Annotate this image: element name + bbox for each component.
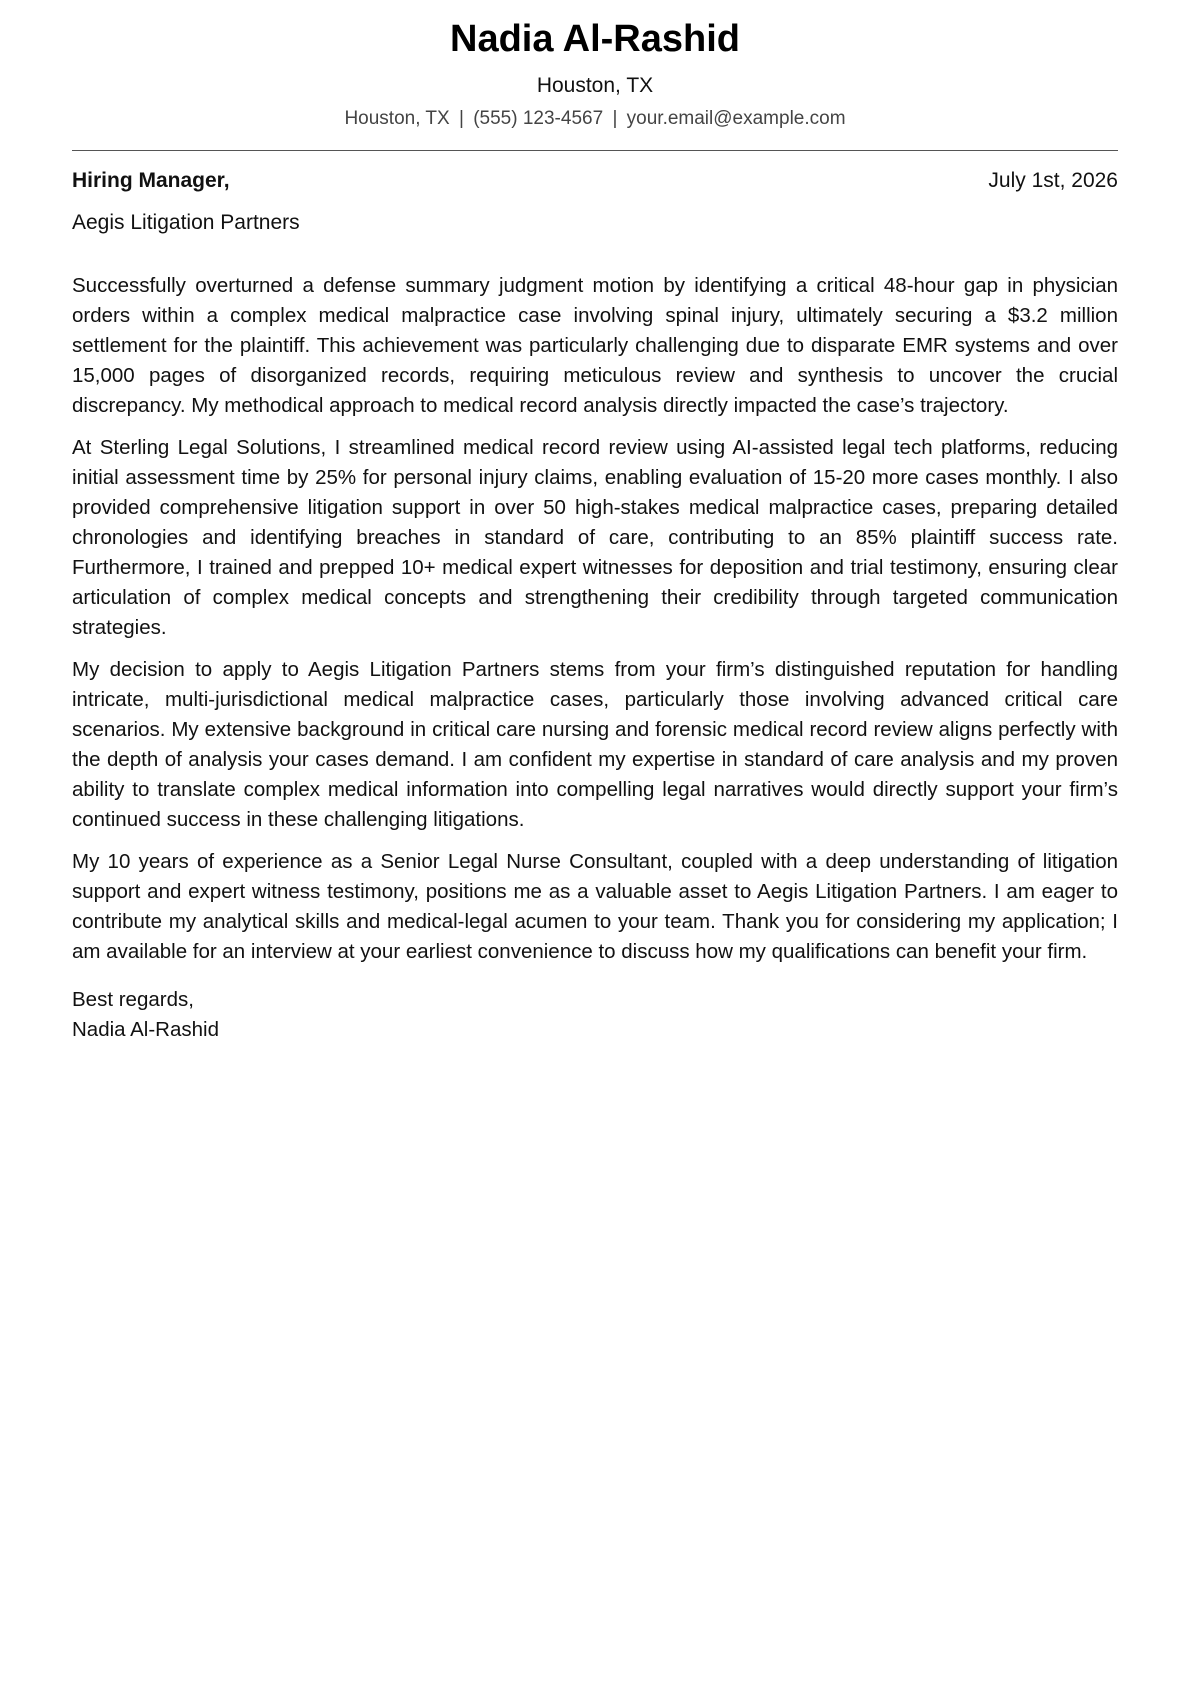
recipient-title: Hiring Manager, [72, 169, 230, 192]
contact-email: your.email@example.com [626, 108, 846, 129]
body-paragraph: At Sterling Legal Solutions, I streamlined medical record review using AI-assisted legal tech platforms, reducing initial assessment time by 25% for personal injury claims, enabling evaluation of 15-20 more cases monthly. I also provided comprehensive litigation support in over 50 high-stakes medical malpractice cases, preparing detailed chronologies and identifying breaches in standard of care, contributing to an 85% plaintiff success rate. Furthermore, I trained and prepped 10+ medical expert witnesses for deposition and trial testimony, ensuring clear articulation of complex medical concepts and strengthening their credibility through targeted communication strategies. [72, 436, 1118, 639]
body-paragraph: My decision to apply to Aegis Litigation Partners stems from your firm’s distinguished reputation for handling intricate, multi-jurisdictional medical malpractice cases, particularly those involving advanced critical care scenarios. My extensive background in critical care nursing and forensic medical record review aligns perfectly with the depth of analysis your cases demand. I am confident my expertise in standard of care analysis and my proven ability to translate complex medical information into compelling legal narratives would directly support your firm’s continued success in these challenging litigations. [72, 658, 1118, 831]
recipient-company: Aegis Litigation Partners [72, 211, 300, 234]
closing-phrase: Best regards, [72, 988, 194, 1011]
letter-date: July 1st, 2026 [988, 169, 1118, 192]
letter-closing [72, 985, 1118, 1045]
header-divider [72, 150, 1118, 151]
letter-header [72, 0, 1118, 132]
contact-city: Houston, TX [344, 108, 450, 129]
applicant-name: Nadia Al-Rashid [450, 18, 740, 60]
contact-line [72, 106, 1118, 132]
signature-name: Nadia Al-Rashid [72, 1018, 219, 1041]
contact-separator: | [459, 108, 464, 129]
contact-separator: | [612, 108, 618, 129]
letter-body [72, 271, 1118, 967]
contact-phone: (555) 123-4567 [473, 108, 604, 129]
recipient-date-row [72, 167, 1118, 195]
body-paragraph: Successfully overturned a defense summary judgment motion by identifying a critical 48-hour gap in physician orders within a complex medical malpractice case involving spinal injury, ultimately securing a $3.2 million settlement for the plaintiff. This achievement was particularly challenging due to disparate EMR systems and over 15,000 pages of disorganized records, requiring meticulous review and synthesis to uncover the crucial discrepancy. My methodical approach to medical record analysis directly impacted the case’s trajectory. [72, 274, 1118, 417]
body-paragraph: My 10 years of experience as a Senior Legal Nurse Consultant, coupled with a deep understanding of litigation support and expert witness testimony, positions me as a valuable asset to Aegis Litigation Partners. I am eager to contribute my analytical skills and medical-legal acumen to your team. Thank you for considering my application; I am available for an interview at your earliest convenience to discuss how my qualifications can benefit your firm. [72, 850, 1118, 963]
applicant-location: Houston, TX [536, 74, 654, 97]
